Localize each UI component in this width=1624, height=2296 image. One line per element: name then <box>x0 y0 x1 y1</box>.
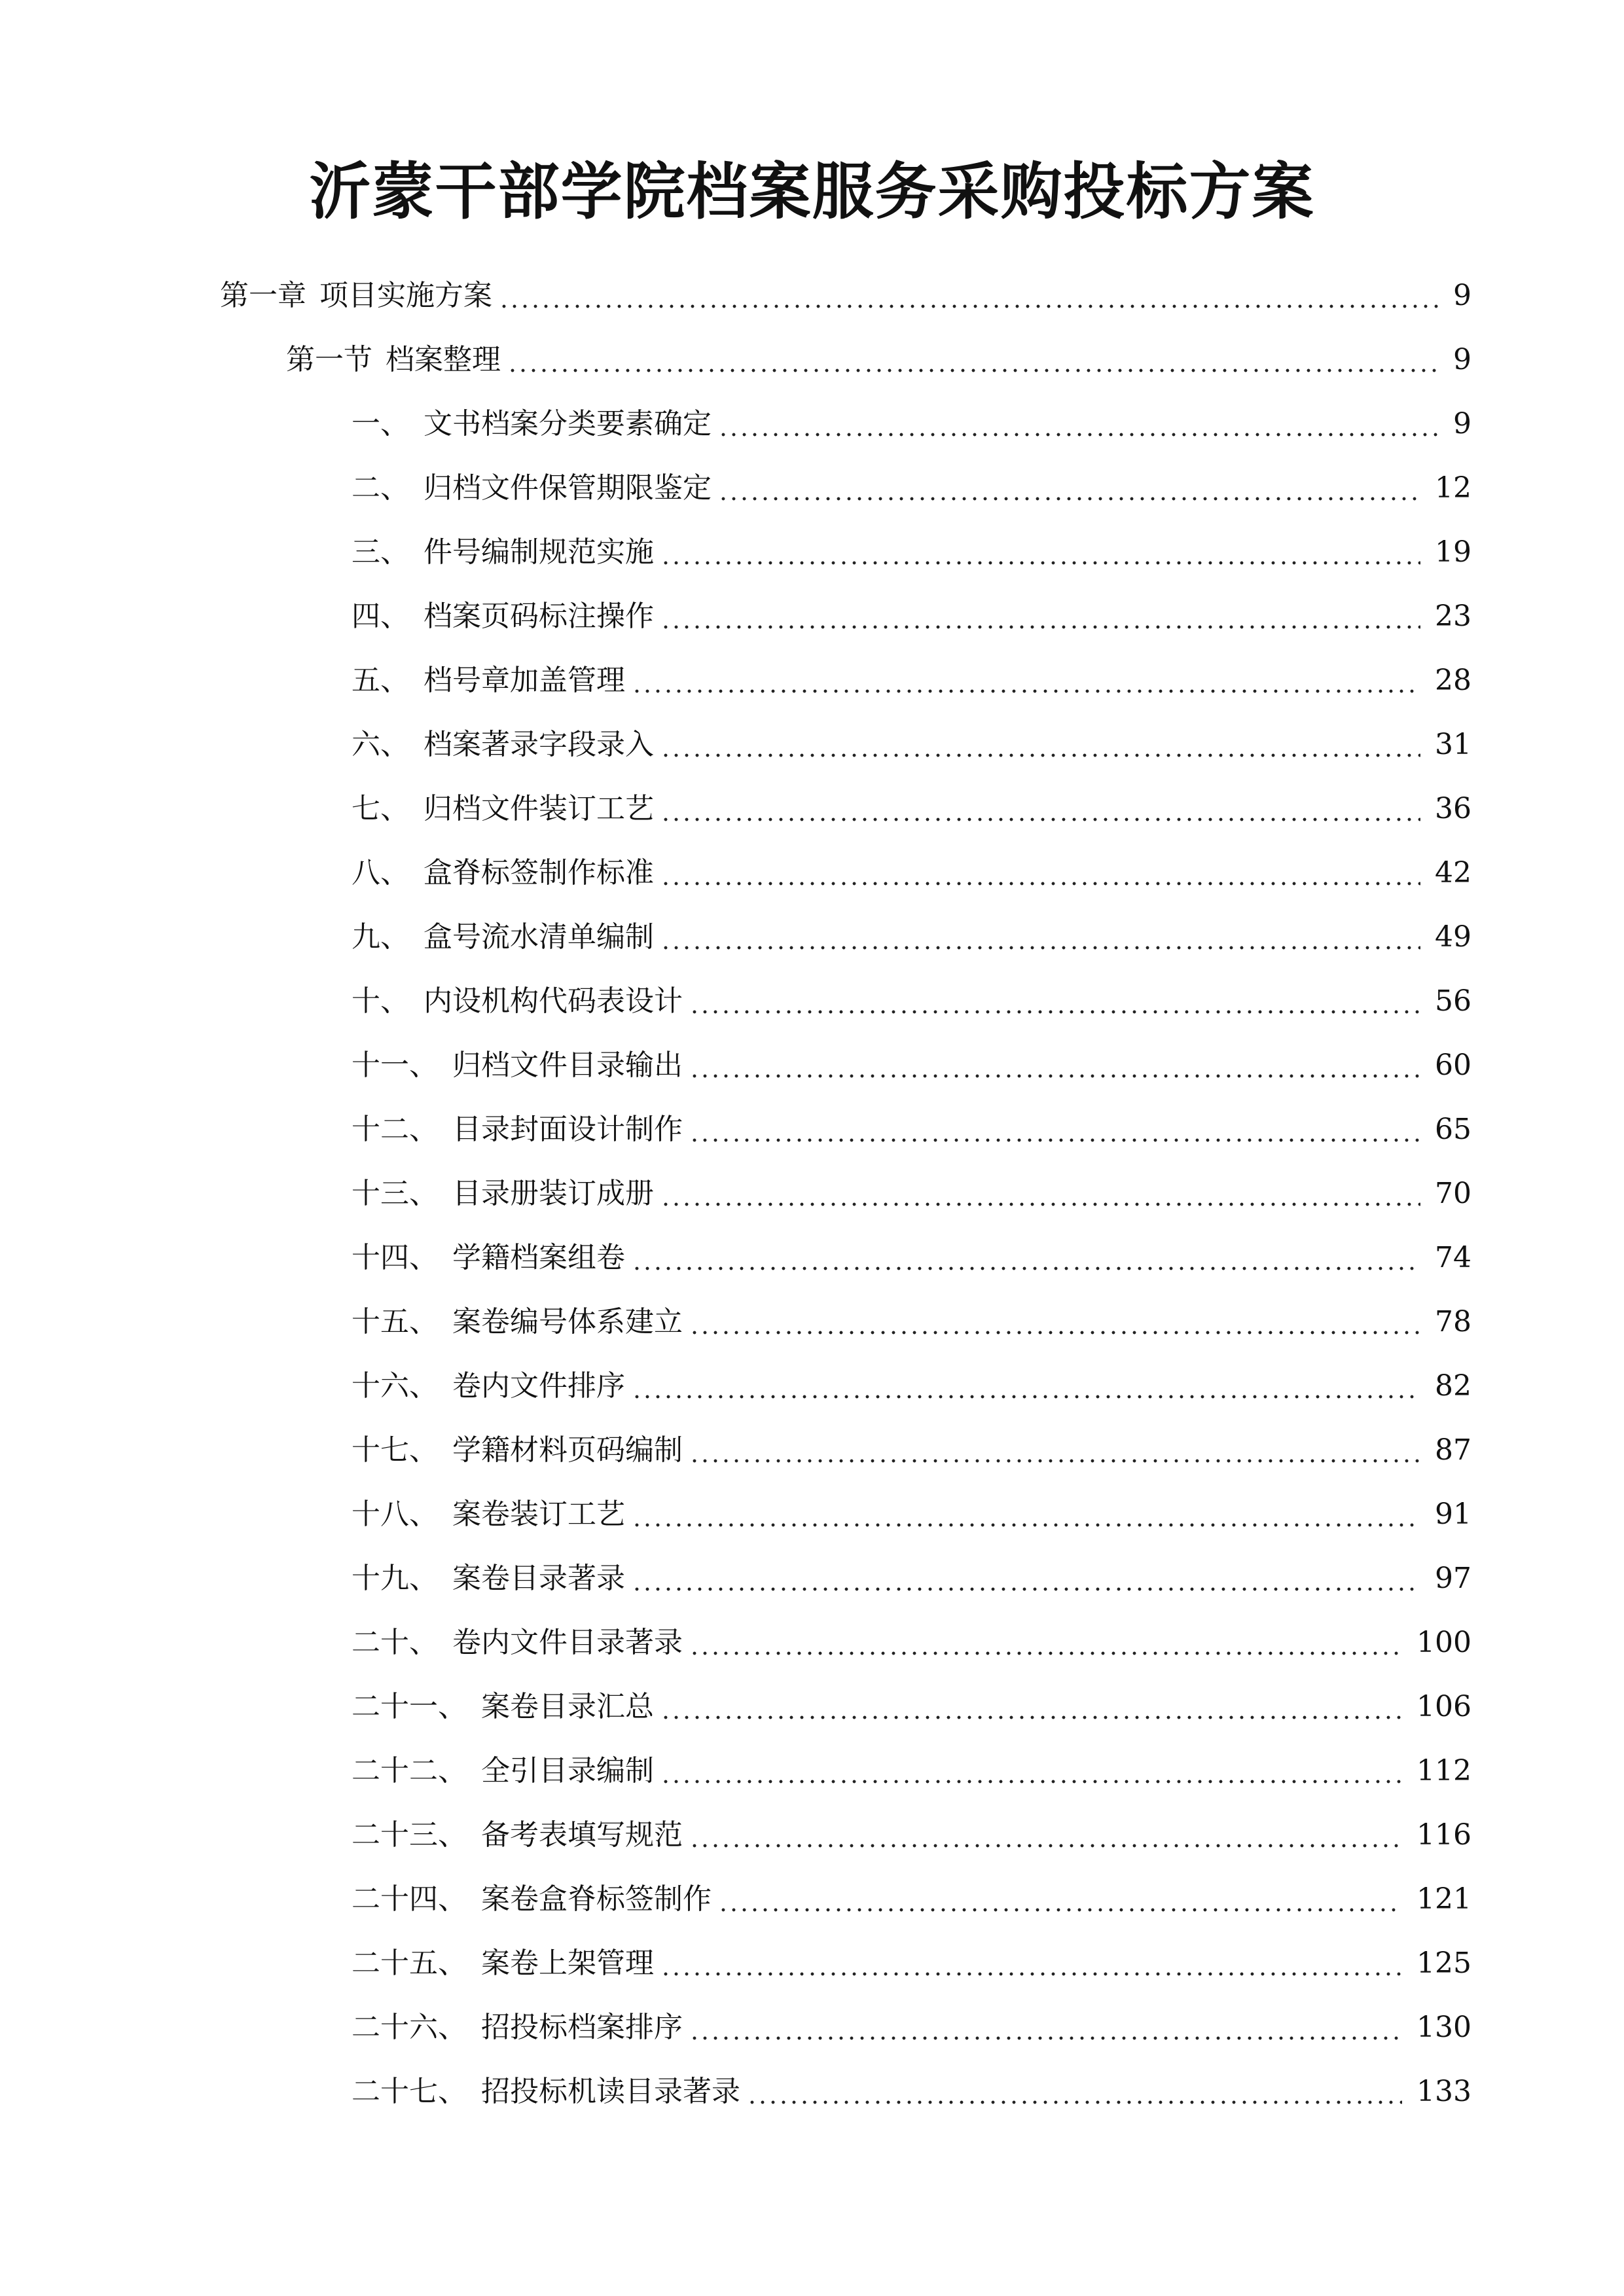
toc-entry-title: 全引目录编制 <box>481 1754 654 1787</box>
toc-entry-number: 一、 <box>352 407 409 440</box>
toc-entry-page: 78 <box>1435 1305 1471 1338</box>
toc-entry-number: 五、 <box>352 664 409 697</box>
toc-entry-item-4[interactable] <box>352 584 1471 649</box>
toc-entry-title: 档号章加盖管理 <box>424 664 625 697</box>
toc-entry-chapter-1[interactable] <box>220 264 1471 328</box>
toc-entry-page: 60 <box>1435 1049 1471 1082</box>
toc-entry-item-3[interactable] <box>352 520 1471 584</box>
toc-entry-number: 十九、 <box>352 1562 438 1595</box>
toc-entry-number: 二十四、 <box>352 1882 467 1916</box>
toc-entry-number: 八、 <box>352 856 409 889</box>
toc-entry-title: 档案页码标注操作 <box>424 600 654 633</box>
toc-entry-number: 十七、 <box>352 1433 438 1467</box>
toc-entry-page: 74 <box>1435 1241 1471 1274</box>
toc-entry-page: 70 <box>1435 1177 1471 1210</box>
toc-entry-item-5[interactable] <box>352 649 1471 713</box>
toc-entry-page: 56 <box>1435 984 1471 1018</box>
toc-dot-leader <box>499 304 1439 308</box>
toc-entry-title: 内设机构代码表设计 <box>424 984 683 1018</box>
toc-entry-title: 案卷目录著录 <box>452 1562 625 1595</box>
toc-entry-title: 案卷目录汇总 <box>481 1690 654 1723</box>
toc-entry-item-27[interactable] <box>352 2060 1471 2124</box>
toc-entry-page: 130 <box>1416 2011 1471 2044</box>
toc-entry-page: 125 <box>1416 1946 1471 1980</box>
toc-entry-title: 盒脊标签制作标准 <box>424 856 654 889</box>
toc-entry-number: 十五、 <box>352 1305 438 1338</box>
toc-entry-title: 案卷装订工艺 <box>452 1498 625 1531</box>
toc-entry-item-20[interactable] <box>352 1611 1471 1675</box>
toc-entry-page: 82 <box>1435 1369 1471 1403</box>
toc-dot-leader <box>689 2036 1402 2040</box>
toc-dot-leader <box>632 689 1420 693</box>
toc-entry-title: 卷内文件目录著录 <box>452 1626 683 1659</box>
toc-entry-item-16[interactable] <box>352 1354 1471 1418</box>
toc-entry-page: 133 <box>1416 2075 1471 2108</box>
toc-entry-title: 归档文件目录输出 <box>452 1049 683 1082</box>
toc-entry-title: 目录册装订成册 <box>452 1177 654 1210</box>
toc-dot-leader <box>660 1202 1420 1206</box>
toc-entry-item-25[interactable] <box>352 1931 1471 1996</box>
toc-entry-page: 49 <box>1435 920 1471 954</box>
toc-entry-item-6[interactable] <box>352 713 1471 777</box>
toc-entry-number: 二十六、 <box>352 2011 467 2044</box>
toc-entry-item-21[interactable] <box>352 1675 1471 1739</box>
toc-entry-number: 十二、 <box>352 1113 438 1146</box>
toc-entry-title: 项目实施方案 <box>319 279 492 312</box>
toc-dot-leader <box>632 1587 1420 1591</box>
toc-entry-title: 学籍材料页码编制 <box>452 1433 683 1467</box>
toc-entry-item-15[interactable] <box>352 1290 1471 1354</box>
toc-entry-page: 42 <box>1435 856 1471 889</box>
toc-entry-item-24[interactable] <box>352 1867 1471 1931</box>
toc-entry-title: 目录封面设计制作 <box>452 1113 683 1146</box>
toc-entry-title: 卷内文件排序 <box>452 1369 625 1403</box>
toc-entry-page: 106 <box>1416 1690 1471 1723</box>
toc-dot-leader <box>660 946 1420 950</box>
toc-entry-title: 备考表填写规范 <box>481 1818 683 1852</box>
toc-entry-item-1[interactable] <box>352 392 1471 456</box>
toc-entry-number: 二十一、 <box>352 1690 467 1723</box>
toc-dot-leader <box>718 433 1439 437</box>
toc-entry-number: 二、 <box>352 471 409 505</box>
toc-entry-page: 112 <box>1416 1754 1471 1787</box>
toc-entry-page: 121 <box>1416 1882 1471 1916</box>
toc-entry-item-2[interactable] <box>352 456 1471 520</box>
toc-entry-number: 九、 <box>352 920 409 954</box>
toc-dot-leader <box>689 1651 1402 1655</box>
toc-dot-leader <box>660 882 1420 886</box>
toc-entry-number: 四、 <box>352 600 409 633</box>
toc-entry-item-7[interactable] <box>352 777 1471 841</box>
toc-entry-item-9[interactable] <box>352 905 1471 969</box>
toc-dot-leader <box>632 1266 1420 1270</box>
toc-dot-leader <box>689 1138 1420 1142</box>
toc-entry-title: 归档文件装订工艺 <box>424 792 654 825</box>
toc-entry-item-8[interactable] <box>352 841 1471 905</box>
toc-dot-leader <box>660 561 1420 565</box>
toc-entry-item-26[interactable] <box>352 1996 1471 2060</box>
toc-dot-leader <box>660 753 1420 757</box>
toc-entry-item-13[interactable] <box>352 1162 1471 1226</box>
toc-entry-title: 档案著录字段录入 <box>424 728 654 761</box>
toc-dot-leader <box>689 1844 1402 1848</box>
toc-entry-title: 盒号流水清单编制 <box>424 920 654 954</box>
toc-entry-number: 二十、 <box>352 1626 438 1659</box>
toc-entry-page: 97 <box>1435 1562 1471 1595</box>
toc-entry-title: 学籍档案组卷 <box>452 1241 625 1274</box>
toc-entry-item-19[interactable] <box>352 1547 1471 1611</box>
toc-entry-page: 9 <box>1453 407 1471 440</box>
toc-entry-title: 归档文件保管期限鉴定 <box>424 471 712 505</box>
toc-entry-item-14[interactable] <box>352 1226 1471 1290</box>
toc-entry-page: 12 <box>1435 471 1471 505</box>
toc-entry-page: 19 <box>1435 535 1471 569</box>
toc-dot-leader <box>660 625 1420 629</box>
toc-dot-leader <box>660 817 1420 821</box>
toc-entry-title: 文书档案分类要素确定 <box>424 407 712 440</box>
toc-dot-leader <box>747 2100 1402 2104</box>
toc-entry-page: 28 <box>1435 664 1471 697</box>
toc-entry-number: 十、 <box>352 984 409 1018</box>
toc-entry-item-17[interactable] <box>352 1418 1471 1482</box>
toc-entry-number: 六、 <box>352 728 409 761</box>
toc-dot-leader <box>689 1459 1420 1463</box>
toc-entry-section-1[interactable] <box>286 328 1471 392</box>
toc-entry-number: 三、 <box>352 535 409 569</box>
toc-dot-leader <box>660 1972 1402 1976</box>
toc-entry-page: 116 <box>1416 1818 1471 1852</box>
toc-entry-title: 招投标档案排序 <box>481 2011 683 2044</box>
toc-entry-page: 23 <box>1435 600 1471 633</box>
toc-entry-title: 案卷盒脊标签制作 <box>481 1882 712 1916</box>
toc-dot-leader <box>507 368 1439 372</box>
toc-entry-number: 十八、 <box>352 1498 438 1531</box>
document-title: 沂蒙干部学院档案服务采购投标方案 <box>309 156 1315 228</box>
toc-entry-number: 十三、 <box>352 1177 438 1210</box>
toc-dot-leader <box>632 1395 1420 1399</box>
toc-entry-number: 十四、 <box>352 1241 438 1274</box>
toc-entry-number: 第一节 <box>286 343 372 376</box>
toc-entry-item-23[interactable] <box>352 1803 1471 1867</box>
toc-entry-page: 100 <box>1416 1626 1471 1659</box>
toc-entry-number: 十一、 <box>352 1049 438 1082</box>
toc-dot-leader <box>689 1074 1420 1078</box>
toc-entry-number: 十六、 <box>352 1369 438 1403</box>
toc-dot-leader <box>689 1010 1420 1014</box>
toc-entry-page: 31 <box>1435 728 1471 761</box>
toc-entry-page: 9 <box>1453 343 1471 376</box>
toc-entry-number: 第一章 <box>220 279 306 312</box>
toc-entry-number: 二十五、 <box>352 1946 467 1980</box>
toc-entry-item-10[interactable] <box>352 969 1471 1033</box>
toc-entry-title: 件号编制规范实施 <box>424 535 654 569</box>
toc-dot-leader <box>718 497 1420 501</box>
toc-entry-item-11[interactable] <box>352 1033 1471 1098</box>
toc-entry-number: 二十七、 <box>352 2075 467 2108</box>
toc-dot-leader <box>660 1780 1402 1784</box>
toc-entry-page: 36 <box>1435 792 1471 825</box>
toc-entry-item-12[interactable] <box>352 1098 1471 1162</box>
toc-entry-page: 87 <box>1435 1433 1471 1467</box>
toc-entry-item-18[interactable] <box>352 1482 1471 1547</box>
toc-entry-title: 案卷上架管理 <box>481 1946 654 1980</box>
toc-dot-leader <box>660 1715 1402 1719</box>
toc-entry-number: 七、 <box>352 792 409 825</box>
toc-dot-leader <box>689 1331 1420 1335</box>
toc-entry-number: 二十三、 <box>352 1818 467 1852</box>
toc-dot-leader <box>718 1908 1402 1912</box>
toc-entry-page: 91 <box>1435 1498 1471 1531</box>
toc-entry-page: 65 <box>1435 1113 1471 1146</box>
toc-entry-title: 招投标机读目录著录 <box>481 2075 740 2108</box>
toc-entry-title: 案卷编号体系建立 <box>452 1305 683 1338</box>
toc-entry-item-22[interactable] <box>352 1739 1471 1803</box>
toc-dot-leader <box>632 1523 1420 1527</box>
toc-entry-page: 9 <box>1453 279 1471 312</box>
toc-entry-number: 二十二、 <box>352 1754 467 1787</box>
toc-entry-title: 档案整理 <box>386 343 501 376</box>
